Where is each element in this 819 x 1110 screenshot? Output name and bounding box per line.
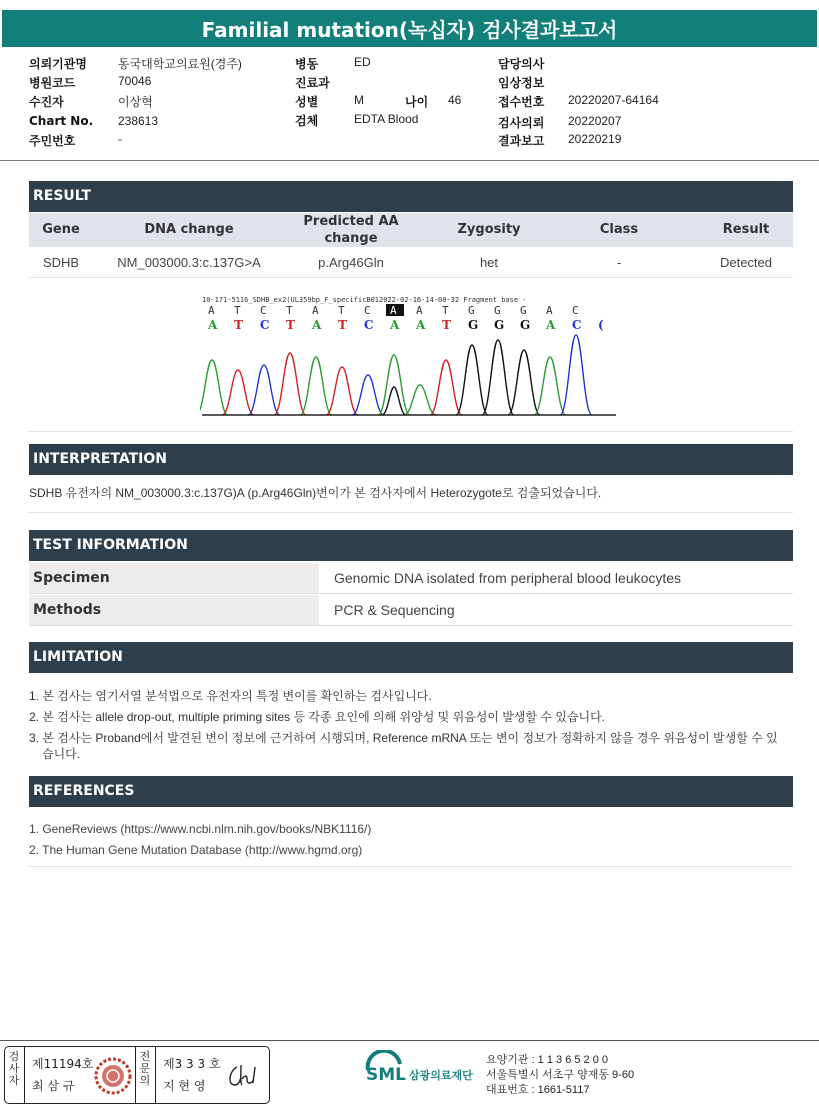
ward-label: 병동 (295, 57, 319, 71)
handwritten-signature-icon (225, 1061, 265, 1091)
report-title: Familial mutation(녹십자) 검사결과보고서 (2, 10, 817, 47)
patient-info (0, 55, 819, 155)
result-section-header: RESULT (29, 181, 793, 212)
sex-label: 성별 (295, 95, 319, 109)
col-class: Class (599, 222, 639, 237)
institution-value: 동국대학교의료원(경주) (118, 57, 242, 71)
called-base: A (208, 318, 218, 332)
foundation-address (486, 1053, 634, 1098)
chart-label: Chart No. (29, 114, 94, 128)
ref-base: C (572, 304, 579, 317)
trace-peak (404, 385, 436, 415)
trace-peak (274, 353, 306, 415)
trace-peak (248, 365, 280, 415)
chromatogram-file-label: 10-171-5116_SDHB_ex2(UL359bp_F_specificB012022-02-16-14-08-32 Fragment base - (202, 296, 527, 304)
called-base: T (286, 318, 295, 332)
col-aa: Predicted AA change (303, 214, 399, 246)
logo-text: SML (366, 1065, 406, 1085)
seal-stamp-icon (93, 1056, 133, 1096)
result-table-header (29, 213, 793, 247)
called-base: C (364, 318, 374, 332)
sex-value: M (354, 93, 364, 107)
ref-base: G (520, 304, 527, 317)
ref-base: T (234, 304, 241, 317)
id-value: - (118, 132, 122, 146)
age-label: 나이 (405, 95, 429, 109)
sig-divider (155, 1047, 156, 1103)
footer-divider (0, 1040, 819, 1041)
reference-item: 1. GeneReviews (https://www.ncbi.nlm.nih.gov/books/NBK1116/) (29, 822, 372, 836)
specimen-key: Specimen (29, 563, 319, 593)
report-value: 20220219 (568, 132, 622, 146)
limitation-item-continued: 습니다. (42, 747, 81, 761)
called-base: C (260, 318, 270, 332)
ref-base: T (442, 304, 449, 317)
called-base: T (234, 318, 243, 332)
test-info-row-methods (29, 595, 793, 626)
called-base: G (468, 318, 479, 332)
test-info-section-header: TEST INFORMATION (29, 530, 793, 561)
sig-divider (24, 1047, 25, 1103)
called-bases (207, 318, 604, 332)
role-char: 의 (139, 1074, 151, 1087)
trace-peak (326, 367, 358, 415)
called-base: C (572, 318, 582, 332)
interpretation-section-header: INTERPRETATION (29, 444, 793, 475)
code-label: 병원코드 (29, 76, 76, 90)
specimen-label: 검체 (295, 114, 319, 128)
ref-base: T (338, 304, 345, 317)
called-base: A (546, 318, 556, 332)
col-gene: Gene (42, 222, 80, 237)
ref-base: C (260, 304, 267, 317)
sml-logo-icon (364, 1050, 484, 1090)
name-label: 수진자 (29, 95, 64, 109)
called-base: ( (598, 318, 604, 332)
doctor-label: 담당의사 (498, 57, 545, 71)
col-zygosity: Zygosity (457, 222, 521, 237)
methods-key: Methods (29, 595, 319, 625)
trace-peak (430, 360, 462, 415)
header-divider (0, 160, 819, 161)
receipt-value: 20220207-64164 (568, 93, 659, 107)
divider (29, 866, 793, 867)
ref-base: A (312, 304, 319, 317)
ref-base: C (364, 304, 371, 317)
role-char: 문 (139, 1062, 151, 1075)
address-line: 요양기관 : 1 1 3 6 5 2 0 0 (486, 1054, 609, 1066)
called-base: A (312, 318, 322, 332)
sig2-license: 제3 3 3 호 (163, 1057, 221, 1071)
role-char: 자 (8, 1074, 20, 1087)
role-char: 전 (139, 1050, 151, 1063)
dept-label: 진료과 (295, 76, 330, 90)
called-base: T (338, 318, 347, 332)
trace-peak (352, 375, 384, 415)
report-label: 결과보고 (498, 134, 545, 148)
ref-base: G (468, 304, 475, 317)
cell-result: Detected (719, 255, 773, 270)
sig-divider (135, 1047, 136, 1103)
trace-peak (534, 357, 566, 415)
sig1-role (7, 1051, 21, 1087)
sig1-license: 제11194호 (32, 1057, 94, 1071)
reference-bases (208, 304, 579, 317)
institution-label: 의뢰기관명 (29, 57, 87, 71)
sequencing-chromatogram (200, 292, 620, 422)
role-char: 검 (8, 1050, 20, 1063)
table-row (29, 250, 793, 278)
trace-peak (560, 335, 592, 415)
cell-dna: NM_003000.3:c.137G>A (117, 255, 261, 270)
id-label: 주민번호 (29, 134, 76, 148)
ref-base: A (390, 304, 397, 317)
chart-value: 238613 (118, 114, 159, 128)
limitation-item: 2. 본 검사는 allele drop-out, multiple priming sites 등 각종 요인에 의해 위양성 및 위음성이 발생할 수 있습니다. (29, 710, 606, 724)
address-line: 대표번호 : 1661-5117 (486, 1084, 590, 1096)
called-base: A (390, 318, 400, 332)
cell-gene: SDHB (42, 255, 80, 270)
cell-class: - (616, 255, 622, 270)
specimen-text: Genomic DNA isolated from peripheral blood leukocytes (334, 570, 682, 586)
clinical-label: 임상정보 (498, 76, 545, 90)
trace-peak (222, 370, 254, 415)
trace-peak (482, 340, 514, 415)
foundation-name: 삼광의료재단 (409, 1069, 473, 1082)
age-value: 46 (448, 93, 462, 107)
called-base: A (416, 318, 426, 332)
references-section-header: REFERENCES (29, 776, 793, 807)
cell-aa: p.Arg46Gln (318, 255, 384, 270)
ref-base: A (416, 304, 423, 317)
test-info-row-specimen (29, 563, 793, 594)
limitation-item: 1. 본 검사는 염기서열 분석법으로 유전자의 특정 변이를 확인하는 검사입니다. (29, 689, 432, 703)
col-dna: DNA change (144, 222, 234, 237)
limitation-item: 3. 본 검사는 Proband에서 발견된 변이 정보에 근거하여 시행되며, Reference mRNA 또는 변이 정보가 정확하지 않을 경우 위음성이 발생할 수 있 (29, 731, 778, 745)
cell-zygosity: het (479, 255, 499, 270)
limitation-section-header: LIMITATION (29, 642, 793, 673)
name-value: 이상혁 (118, 95, 153, 109)
request-value: 20220207 (568, 114, 622, 128)
specimen-value: EDTA Blood (354, 112, 419, 126)
code-value: 70046 (118, 74, 152, 88)
ref-base: A (546, 304, 553, 317)
called-base: G (494, 318, 505, 332)
col-result: Result (722, 222, 770, 237)
trace-peaks (200, 335, 592, 415)
ward-value: ED (354, 55, 371, 69)
signature-box (4, 1046, 270, 1104)
divider (29, 431, 793, 432)
ref-base: G (494, 304, 501, 317)
trace-peak (300, 357, 332, 415)
request-label: 검사의뢰 (498, 116, 545, 130)
trace-peak (200, 360, 228, 415)
sig2-name: 지 현 영 (163, 1079, 206, 1093)
divider (29, 512, 793, 513)
sig1-name: 최 삼 규 (32, 1079, 75, 1093)
trace-peak (456, 345, 488, 415)
trace-peak (378, 355, 410, 415)
receipt-label: 접수번호 (498, 95, 545, 109)
interpretation-text: SDHB 유전자의 NM_003000.3:c.137G)A (p.Arg46Gln)변이가 본 검사자에서 Heterozygote로 검출되었습니다. (29, 486, 602, 500)
address-line: 서울특별시 서초구 양재동 9-60 (486, 1069, 635, 1081)
called-base: G (520, 318, 531, 332)
ref-base: A (208, 304, 215, 317)
ref-base: T (286, 304, 293, 317)
role-char: 사 (8, 1062, 20, 1075)
methods-text: PCR & Sequencing (334, 602, 455, 618)
reference-item: 2. The Human Gene Mutation Database (http://www.hgmd.org) (29, 843, 363, 857)
sig2-role (138, 1051, 152, 1087)
trace-peak (508, 350, 540, 415)
called-base: T (442, 318, 451, 332)
